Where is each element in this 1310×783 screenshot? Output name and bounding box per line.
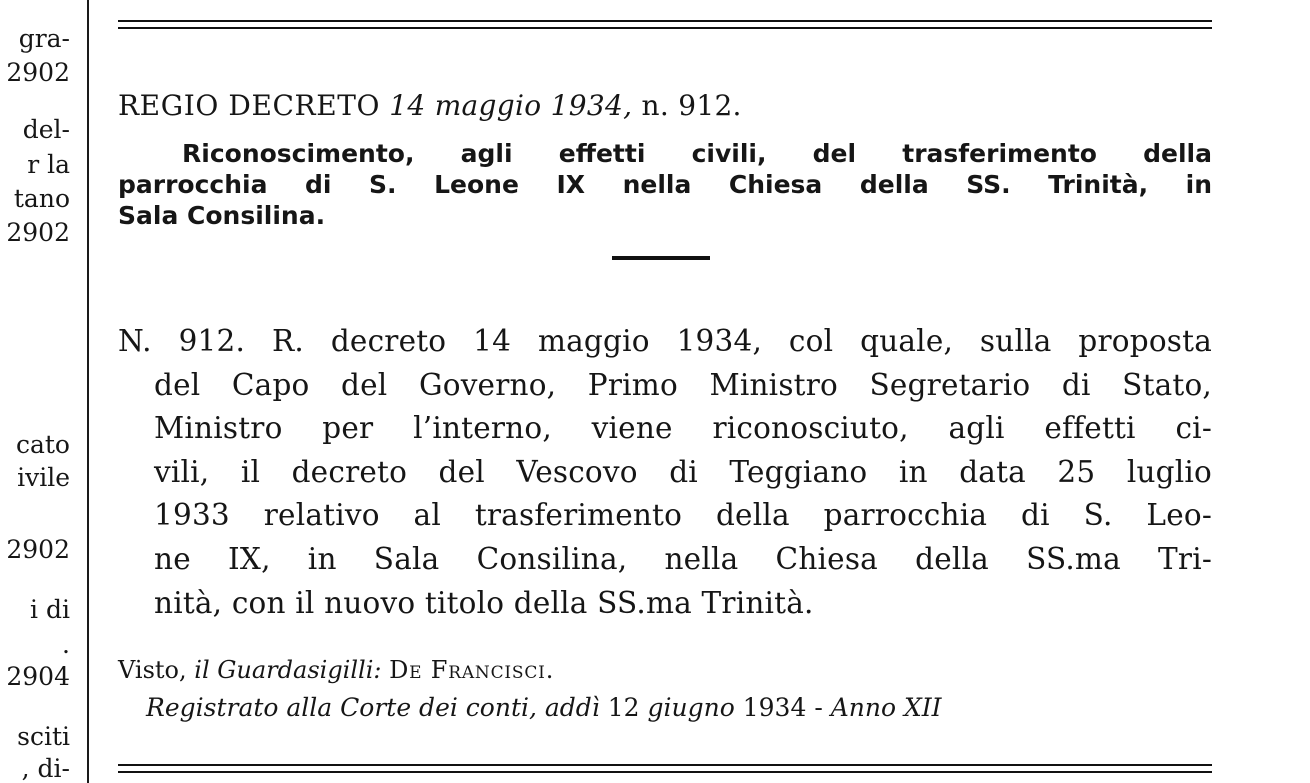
left-fragment: . [62,630,70,659]
left-fragment: ivile [17,463,70,492]
bottom-double-rule [118,764,1212,773]
left-fragment: sciti [17,722,70,751]
column-divider [87,0,89,783]
left-fragment: 2902 [6,218,70,247]
decree-heading [118,88,742,124]
left-fragment: i di [30,595,70,624]
decree-body [118,320,1212,625]
visto-role: il Guardasigilli: [194,656,382,684]
visto-line [118,654,554,686]
left-fragment: r la [27,150,70,179]
decree-date: 14 maggio 1934, [389,89,633,122]
visto-name: De Francisci. [389,656,555,684]
decree-type: REGIO DECRETO [118,89,381,122]
registration-text: Registrato alla Corte dei conti, addì [146,693,600,722]
left-fragment: gra- [18,24,70,53]
decree-title-line: parrocchia di S. Leone IX nella Chiesa della SS. Trinità, in [118,170,1212,199]
decree-body-line: 1933 relativo al trasferimento della parrocchia di S. Leo- [154,498,1212,533]
left-fragment: 2902 [6,535,70,564]
registration-month: giugno [647,693,735,722]
top-double-rule [118,20,1212,29]
left-fragment: tano [13,184,70,213]
registration-separator: - [814,693,823,722]
decree-title-line: Riconoscimento, agli effetti civili, del trasferimento della [182,139,1212,168]
visto-prefix: Visto, [118,656,187,684]
decree-title [118,138,1212,231]
section-divider [612,256,710,260]
registration-line [146,691,942,725]
registration-anno: Anno XII [830,693,942,722]
decree-body-line: Ministro per l’interno, viene riconosciuto, agli effetti ci- [154,411,1212,446]
decree-title-line: Sala Consilina. [118,201,326,230]
left-fragment: 2902 [6,58,70,87]
left-column-fragments [0,0,80,783]
decree-body-line: ne IX, in Sala Consilina, nella Chiesa della SS.ma Tri- [154,541,1212,576]
left-fragment: cato [15,430,70,459]
registration-day: 12 [607,693,640,722]
decree-body-line: vili, il decreto del Vescovo di Teggiano in data 25 luglio [154,454,1212,489]
left-fragment: 2904 [6,662,70,691]
decree-number: n. 912. [641,89,742,122]
decree-body-line: nità, con il nuovo titolo della SS.ma Trinità. [154,585,814,620]
decree-body-line: N. 912. R. decreto 14 maggio 1934, col quale, sulla proposta [118,324,1212,358]
registration-year: 1934 [742,693,807,722]
left-fragment: del- [22,115,70,144]
left-fragment: , di- [21,754,70,783]
decree-body-line: del Capo del Governo, Primo Ministro Segretario di Stato, [154,367,1212,402]
